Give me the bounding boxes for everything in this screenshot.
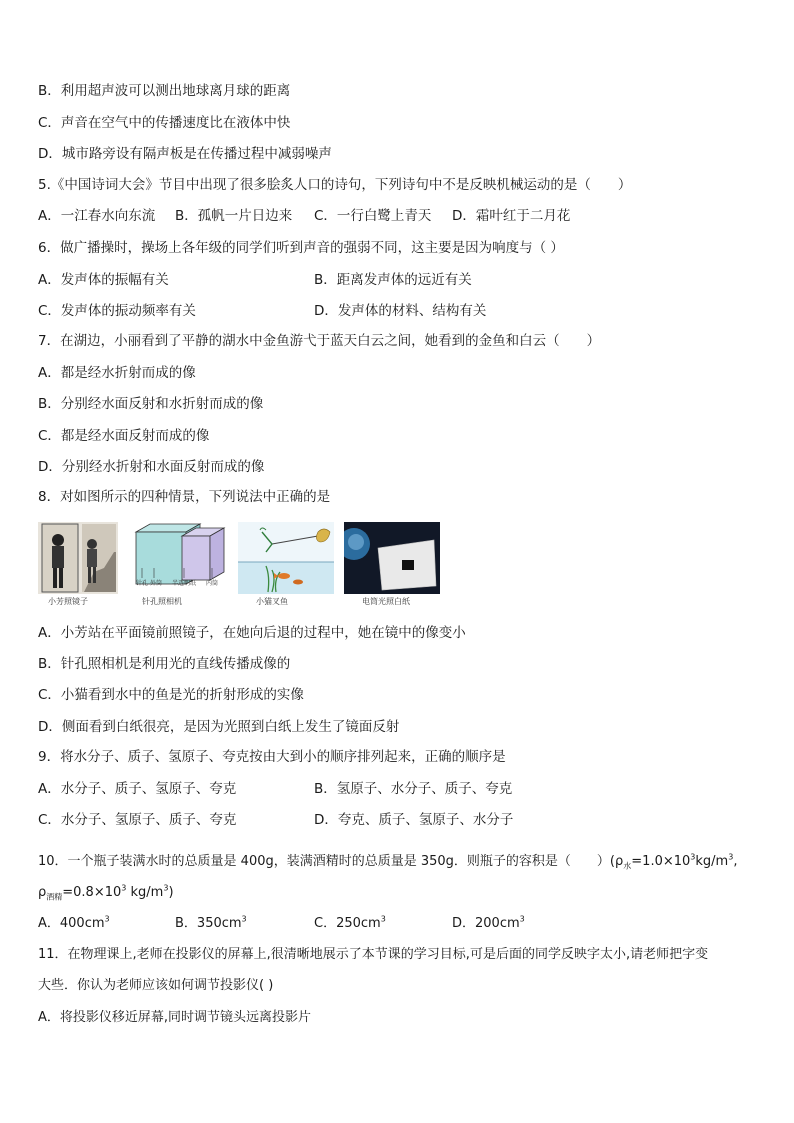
- camera-label-pinhole: 针孔: [136, 580, 149, 587]
- q10-sub-alcohol: 酒精: [46, 892, 63, 902]
- q10-option-b: B．$350cm^3$: [175, 914, 247, 931]
- q10-stem-line2: [38, 884, 174, 902]
- camera-label-outer-tube: 外筒: [150, 580, 163, 587]
- q10-alcohol-unit: kg/m: [126, 885, 164, 900]
- figure-mirror-caption: 小芳照镜子: [48, 597, 88, 606]
- q10-end: ): [168, 885, 174, 900]
- q5-option-c: C．一行白鹭上青天: [314, 208, 432, 224]
- q10b-exp: 3: [241, 914, 247, 924]
- q9-option-b: B．氢原子、水分子、质子、夸克: [314, 781, 513, 797]
- q10c-exp: 3: [380, 914, 386, 924]
- q10-comma: ,: [733, 854, 738, 869]
- q10-exp-1: 3: [690, 852, 696, 862]
- q9-stem: 9．将水分子、质子、氢原子、夸克按由大到小的顺序排列起来，正确的顺序是: [38, 749, 506, 765]
- camera-label-inner-tube: 内筒: [206, 580, 219, 587]
- q10a-exp: 3: [104, 914, 110, 924]
- q5-stem: 5.《中国诗词大会》节目中出现了很多脍炙人口的诗句，下列诗句中不是反映机械运动的是（ ）: [38, 177, 632, 193]
- q6-stem: 6．做广播操时，操场上各年级的同学们听到声音的强弱不同，这主要是因为响度与（ ）: [38, 240, 564, 256]
- q10-alcohol-value: =0.8×10: [62, 885, 122, 900]
- q5-option-d: D．霜叶红于二月花: [452, 208, 571, 224]
- q10-option-c: C．$250cm^3$: [314, 914, 386, 931]
- q6-option-d: D．发声体的材料、结构有关: [314, 303, 487, 319]
- figure-pinhole-caption: 针孔照相机: [142, 597, 182, 606]
- q11-stem-line2: 大些．你认为老师应该如何调节投影仪( ): [38, 978, 274, 993]
- q7-option-c: C．都是经水面反射而成的像: [38, 428, 210, 444]
- q8-option-c: C．小猫看到水中的鱼是光的折射形成的实像: [38, 687, 304, 703]
- q10d-exp: 3: [519, 914, 525, 924]
- figure-cat-fishing: [238, 522, 334, 606]
- q4-option-d: D．城市路旁设有隔声板是在传播过程中减弱噪声: [38, 146, 332, 162]
- q4-option-c: C．声音在空气中的传播速度比在液体中快: [38, 115, 291, 131]
- q10-sub-water: 水: [623, 861, 632, 871]
- figure-mirror: [38, 522, 118, 606]
- q10-exp-4: 3: [163, 883, 169, 893]
- q10-text: 10．一个瓶子装满水时的总质量是 400g，装满酒精时的总质量是 350g．则瓶子的容积是（ ）(: [38, 854, 616, 869]
- q10-water-unit: kg/m: [695, 854, 729, 869]
- q7-option-d: D．分别经水折射和水面反射而成的像: [38, 459, 265, 475]
- q5-option-b: B．孤帆一片日边来: [175, 208, 293, 224]
- q10-exp-2: 3: [728, 852, 734, 862]
- q6-option-a: A．发声体的振幅有关: [38, 272, 169, 288]
- q10-rho-alcohol: ρ: [38, 885, 47, 900]
- q7-stem: 7．在湖边，小丽看到了平静的湖水中金鱼游弋于蓝天白云之间，她看到的金鱼和白云（ ）: [38, 333, 601, 349]
- q9-option-a: A．水分子、质子、氢原子、夸克: [38, 781, 237, 797]
- q6-option-c: C．发声体的振动频率有关: [38, 303, 196, 319]
- q10-exp-3: 3: [121, 883, 127, 893]
- figure-flashlight-paper: [344, 522, 440, 606]
- q9-option-d: D．夸克、质子、氢原子、水分子: [314, 812, 514, 828]
- q10-option-a: A．$400cm^3$: [38, 914, 110, 931]
- q8-option-a: A．小芳站在平面镜前照镜子，在她向后退的过程中，她在镜中的像变小: [38, 625, 466, 641]
- q4-option-b: B．利用超声波可以测出地球离月球的距离: [38, 83, 291, 99]
- q11-option-a: A．将投影仪移近屏幕,同时调节镜头远离投影片: [38, 1010, 312, 1025]
- camera-label-translucent-paper: 半透明纸: [172, 580, 197, 587]
- q5-option-a: A．一江春水向东流: [38, 208, 156, 224]
- q6-option-b: B．距离发声体的远近有关: [314, 272, 472, 288]
- q10-rho-water: ρ: [615, 854, 624, 869]
- figure-pinhole-camera: [132, 522, 228, 606]
- q7-option-b: B．分别经水面反射和水折射而成的像: [38, 396, 264, 412]
- q11-stem: 11．在物理课上,老师在投影仪的屏幕上,很清晰地展示了本节课的学习目标,可是后面的同学反映字太小,请老师把字变: [38, 947, 709, 962]
- q9-option-c: C．水分子、氢原子、质子、夸克: [38, 812, 237, 828]
- q8-option-b: B．针孔照相机是利用光的直线传播成像的: [38, 656, 291, 672]
- q10-option-d: D．$200cm^3$: [452, 914, 525, 931]
- q10-stem: [38, 853, 737, 871]
- q7-option-a: A．都是经水折射而成的像: [38, 365, 196, 381]
- figure-flashlight-caption: 电筒光照白纸: [362, 597, 410, 606]
- q8-stem: 8．对如图所示的四种情景，下列说法中正确的是: [38, 489, 331, 505]
- q8-option-d: D．侧面看到白纸很亮，是因为光照到白纸上发生了镜面反射: [38, 719, 400, 735]
- figure-cat-caption: 小猫叉鱼: [256, 597, 288, 606]
- q10-water-value: =1.0×10: [631, 854, 691, 869]
